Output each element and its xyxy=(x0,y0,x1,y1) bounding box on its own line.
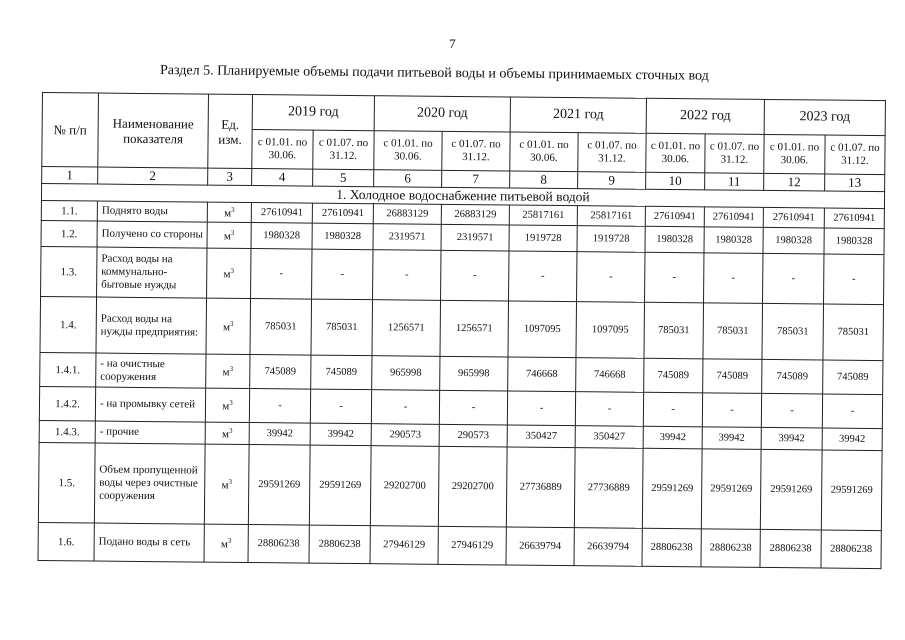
column-number: 8 xyxy=(510,171,578,189)
value-cell: 26883129 xyxy=(373,204,441,225)
header-name: Наименование показателя xyxy=(98,93,209,168)
value-cell: 290573 xyxy=(371,424,439,447)
value-cell: 27610941 xyxy=(312,203,373,224)
header-year: 2019 год xyxy=(252,95,374,131)
value-cell: 1919728 xyxy=(577,226,645,253)
unit-exponent: 3 xyxy=(229,319,234,328)
table-row xyxy=(38,522,881,568)
value-cell: 785031 xyxy=(311,299,373,356)
value-cell: - xyxy=(249,389,310,424)
value-cell: 28806238 xyxy=(760,529,821,568)
value-cell: - xyxy=(645,252,704,303)
value-cell: 1980328 xyxy=(763,227,824,254)
value-cell: - xyxy=(371,390,439,425)
table-row xyxy=(41,246,884,304)
column-number: 11 xyxy=(705,173,764,191)
value-cell: 29591269 xyxy=(821,450,882,531)
row-unit xyxy=(204,444,249,524)
unit-exponent: 3 xyxy=(230,228,235,237)
header-year: 2023 год xyxy=(764,99,885,135)
table-row xyxy=(38,442,882,530)
volumes-table xyxy=(37,92,885,569)
header-period-second: с 01.07. по 31.12. xyxy=(313,130,374,170)
value-cell: 29591269 xyxy=(248,445,310,526)
value-cell: 785031 xyxy=(644,302,704,359)
value-cell: 26639794 xyxy=(574,528,642,567)
header-period-second: с 01.07. по 31.12. xyxy=(442,131,510,171)
value-cell: - xyxy=(575,392,643,427)
row-name: Получено со стороны xyxy=(97,221,207,248)
value-cell: 29202700 xyxy=(370,446,439,527)
value-cell: 28806238 xyxy=(248,525,309,564)
value-cell: - xyxy=(439,390,507,425)
row-unit xyxy=(206,298,251,354)
row-code: 1.3. xyxy=(41,246,97,297)
value-cell: - xyxy=(643,392,702,427)
value-cell: 27736889 xyxy=(574,448,643,529)
row-name: Расход воды на коммунально-бытовые нужды xyxy=(97,247,207,298)
unit-base: м xyxy=(221,479,229,492)
value-cell: 25817161 xyxy=(577,206,645,227)
unit-base: м xyxy=(224,207,232,220)
header-period-second: с 01.07. по 31.12. xyxy=(825,135,885,175)
value-cell: 1256571 xyxy=(372,300,441,357)
value-cell: - xyxy=(763,253,824,304)
value-cell: - xyxy=(824,254,884,305)
value-cell: 745089 xyxy=(762,359,823,394)
value-cell: 745089 xyxy=(644,358,703,393)
column-number: 3 xyxy=(208,168,252,185)
row-name: - прочие xyxy=(95,421,205,444)
row-code: 1.6. xyxy=(38,522,94,561)
row-name: Подано воды в сеть xyxy=(94,523,204,562)
table-row xyxy=(40,296,883,360)
value-cell: 27610941 xyxy=(251,203,312,224)
value-cell: 1980328 xyxy=(824,228,884,255)
unit-exponent: 3 xyxy=(229,398,233,407)
value-cell: 27736889 xyxy=(506,447,575,528)
unit-base: м xyxy=(221,428,230,441)
value-cell: 28806238 xyxy=(642,528,701,567)
value-cell: 785031 xyxy=(703,303,763,360)
row-name: Поднято воды xyxy=(97,201,207,222)
value-cell: 39942 xyxy=(643,426,702,449)
value-cell: 965998 xyxy=(372,356,440,391)
column-number: 1 xyxy=(42,167,98,185)
value-cell: 2319571 xyxy=(373,224,441,251)
header-period-first: с 01.01. по 30.06. xyxy=(646,133,705,173)
column-number: 10 xyxy=(646,172,705,190)
value-cell: - xyxy=(441,250,509,301)
value-cell: 27610941 xyxy=(824,208,884,229)
value-cell: 39942 xyxy=(702,427,761,450)
row-unit xyxy=(205,422,249,444)
value-cell: 27610941 xyxy=(704,207,763,228)
value-cell: - xyxy=(704,253,763,304)
row-name: - на очистные сооружения xyxy=(96,353,206,388)
value-cell: 28806238 xyxy=(701,529,760,568)
unit-exponent: 3 xyxy=(231,205,235,214)
value-cell: 27610941 xyxy=(645,206,704,227)
value-cell: 27610941 xyxy=(763,207,824,228)
value-cell: 2319571 xyxy=(441,224,509,251)
value-cell: - xyxy=(373,250,441,301)
header-year: 2020 год xyxy=(374,96,510,132)
page-number: 7 xyxy=(449,36,456,51)
value-cell: 1256571 xyxy=(440,300,509,357)
header-period-first: с 01.01. по 30.06. xyxy=(374,131,442,171)
column-number: 4 xyxy=(252,169,313,187)
value-cell: 746668 xyxy=(576,358,644,393)
value-cell: 785031 xyxy=(762,303,824,360)
value-cell: 746668 xyxy=(508,357,576,392)
row-name: - на промывку сетей xyxy=(95,387,205,422)
column-number: 6 xyxy=(374,170,442,188)
value-cell: 1980328 xyxy=(251,223,312,250)
value-cell: - xyxy=(312,249,373,300)
header-no: № п/п xyxy=(42,93,99,168)
unit-exponent: 3 xyxy=(229,364,234,373)
value-cell: 26639794 xyxy=(506,527,574,566)
row-code: 1.5. xyxy=(38,442,95,523)
value-cell: 29591269 xyxy=(309,445,371,526)
row-code: 1.4.2. xyxy=(39,386,95,421)
row-code: 1.4.1. xyxy=(40,352,96,387)
document-title: Раздел 5. Планируемые объемы подачи питьевой воды и объемы принимаемых сточных вод xyxy=(159,63,709,84)
unit-base: м xyxy=(222,366,230,379)
header-year: 2022 год xyxy=(646,98,764,134)
value-cell: 1980328 xyxy=(704,227,763,254)
value-cell: 350427 xyxy=(575,426,643,449)
value-cell: 1097095 xyxy=(508,301,577,358)
value-cell: 745089 xyxy=(311,355,372,390)
column-number: 5 xyxy=(313,169,374,187)
value-cell: 29591269 xyxy=(701,449,761,530)
unit-exponent: 3 xyxy=(227,536,232,545)
unit-exponent: 3 xyxy=(228,426,233,435)
value-cell: 290573 xyxy=(439,424,507,447)
column-number: 13 xyxy=(825,174,885,192)
value-cell: - xyxy=(507,391,575,426)
value-cell: 1980328 xyxy=(645,226,704,253)
header-year: 2021 год xyxy=(510,97,646,133)
row-name: Объем пропущенной воды через очистные сооружения xyxy=(94,443,205,524)
row-code: 1.1. xyxy=(41,200,97,221)
value-cell: 28806238 xyxy=(309,525,370,564)
column-number: 12 xyxy=(764,173,825,191)
row-name: Расход воды на нужды предприятия: xyxy=(96,297,207,354)
row-unit xyxy=(207,202,251,222)
value-cell: 785031 xyxy=(823,304,884,361)
row-unit xyxy=(206,354,250,388)
value-cell: 1980328 xyxy=(312,223,373,250)
value-cell: 26883129 xyxy=(441,204,509,225)
value-cell: 785031 xyxy=(250,299,312,356)
unit-exponent: 3 xyxy=(228,477,233,486)
row-unit xyxy=(207,222,251,248)
row-code: 1.4.3. xyxy=(39,420,95,443)
value-cell: 25817161 xyxy=(509,205,577,226)
header-unit: Ед. изм. xyxy=(208,94,253,168)
value-cell: - xyxy=(310,389,371,424)
value-cell: 745089 xyxy=(250,355,311,390)
value-cell: 29202700 xyxy=(438,446,507,527)
row-code: 1.4. xyxy=(40,296,97,353)
header-period-second: с 01.07. по 31.12. xyxy=(578,133,646,173)
unit-base: м xyxy=(222,321,231,334)
value-cell: - xyxy=(509,251,577,302)
value-cell: 27946129 xyxy=(370,526,438,565)
value-cell: 29591269 xyxy=(760,449,822,530)
column-number: 9 xyxy=(578,172,646,190)
row-unit xyxy=(205,388,249,422)
value-cell: 28806238 xyxy=(821,530,881,569)
value-cell: 745089 xyxy=(703,359,762,394)
header-period-first: с 01.01. по 30.06. xyxy=(764,134,825,174)
value-cell: 39942 xyxy=(822,428,882,451)
row-code: 1.2. xyxy=(41,220,97,247)
header-row-years xyxy=(42,93,885,136)
volumes-table-container xyxy=(37,92,884,569)
value-cell: 350427 xyxy=(507,425,575,448)
value-cell: - xyxy=(702,393,761,428)
unit-exponent: 3 xyxy=(230,266,235,275)
row-unit xyxy=(207,248,251,298)
column-number: 7 xyxy=(442,170,510,188)
value-cell: - xyxy=(251,249,312,300)
header-period-first: с 01.01. по 30.06. xyxy=(510,132,578,172)
header-period-first: с 01.01. по 30.06. xyxy=(252,130,313,170)
value-cell: - xyxy=(577,252,645,303)
value-cell: 1919728 xyxy=(509,225,577,252)
unit-base: м xyxy=(223,268,231,281)
unit-base: м xyxy=(220,538,228,551)
value-cell: 965998 xyxy=(440,356,508,391)
unit-base: м xyxy=(222,400,230,413)
value-cell: 27946129 xyxy=(438,526,506,565)
section-title: 1. Холодное водоснабжение питьевой водой xyxy=(41,184,884,209)
value-cell: 39942 xyxy=(310,423,371,446)
value-cell: - xyxy=(761,393,822,428)
value-cell: 39942 xyxy=(761,427,822,450)
value-cell: 29591269 xyxy=(642,448,702,529)
column-number: 2 xyxy=(98,167,208,185)
value-cell: 1097095 xyxy=(576,302,645,359)
value-cell: 745089 xyxy=(823,360,883,395)
row-unit xyxy=(204,524,248,562)
unit-base: м xyxy=(223,230,231,243)
value-cell: - xyxy=(822,394,882,429)
header-period-second: с 01.07. по 31.12. xyxy=(705,134,764,174)
value-cell: 39942 xyxy=(249,423,310,446)
